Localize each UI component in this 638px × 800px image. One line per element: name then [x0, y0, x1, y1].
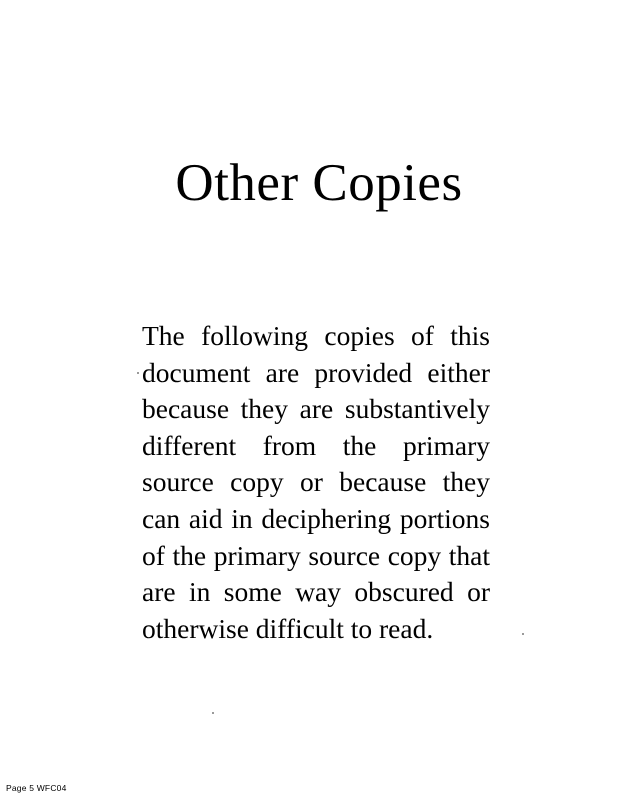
body-paragraph: The following copies of this document are provided either because they are substantively different from the primary source copy or because they can aid in deciphering portions of the primary source copy that are in some way obscured or otherwise difficult to read.	[142, 320, 490, 644]
scan-speck	[137, 372, 139, 374]
scan-speck	[212, 712, 214, 714]
page-title: Other Copies	[175, 153, 463, 212]
page-footer: Page 5 WFC04	[6, 783, 67, 793]
scan-speck	[522, 633, 524, 635]
body-text	[142, 318, 490, 647]
